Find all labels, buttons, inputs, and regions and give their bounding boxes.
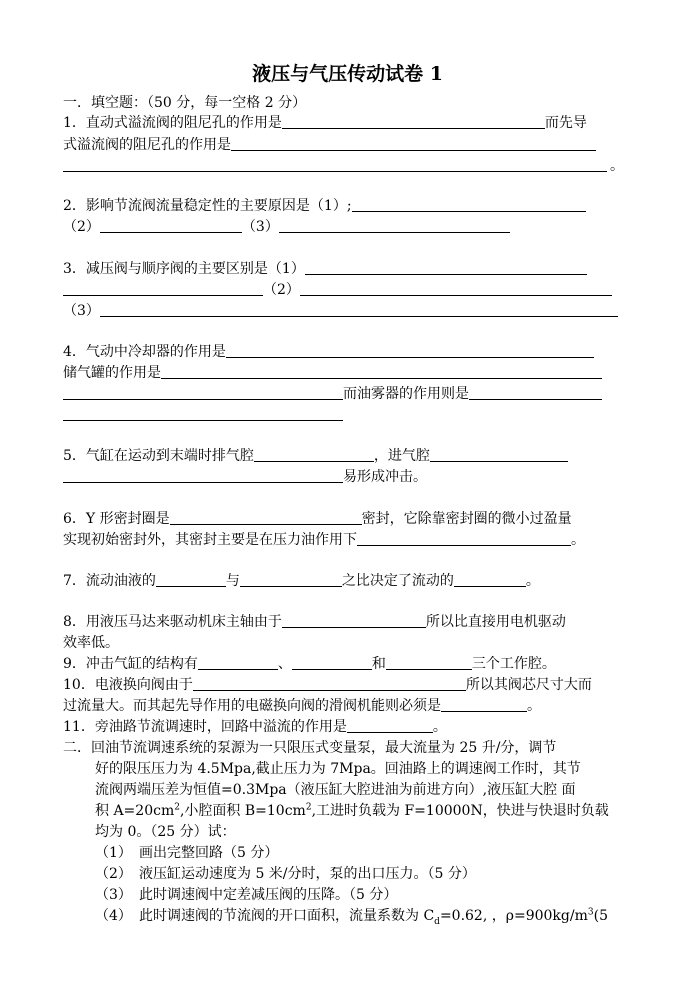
- q9-text-d: 三个工作腔。: [471, 656, 556, 672]
- q9-text-c: 和: [371, 656, 386, 672]
- q4-blank-2[interactable]: [161, 364, 602, 379]
- s2-l4-sup2: 2: [305, 802, 312, 813]
- s2-item-2: [95, 865, 476, 883]
- q7-text-c: 之比决定了流动的: [341, 573, 454, 589]
- s2-l4-sup1: 2: [174, 802, 180, 813]
- q6-line2: [63, 531, 585, 549]
- q1-blank-2[interactable]: [231, 136, 596, 151]
- q5-line2: [63, 468, 427, 486]
- q4-text-b: 储气罐的作用是: [63, 365, 161, 381]
- s2-line1: 二．回油节流调速系统的泵源为一只限压式变量泵，最大流量为 25 升/分，调节: [63, 740, 557, 756]
- s2-item-4-sub: d: [434, 916, 440, 927]
- q3-text-a: 3．减压阀与顺序阀的主要区别是（1）: [63, 261, 305, 277]
- q3-line1: [63, 260, 587, 278]
- q3-line3: [63, 302, 618, 320]
- s2-item-4-end: (5: [593, 908, 608, 924]
- q1-end: 。: [610, 158, 624, 174]
- q8-line2: 效率低。: [63, 635, 119, 651]
- q5-line1: [63, 447, 568, 465]
- q9-blank-2[interactable]: [292, 655, 372, 670]
- q8-text-b: 所以比直接用电机驱动: [425, 614, 566, 630]
- q2-blank-3[interactable]: [279, 218, 510, 233]
- q7-blank-3[interactable]: [454, 572, 526, 587]
- q3-blank-4[interactable]: [100, 302, 618, 317]
- q10-text-a: 10．电液换向阀由于: [63, 677, 193, 693]
- q3-blank-2[interactable]: [63, 281, 263, 296]
- s2-item-3-num: （3）: [95, 887, 132, 903]
- q6-blank-2[interactable]: [357, 531, 571, 546]
- s2-line5: 均为 0。（25 分）试：: [95, 824, 236, 840]
- q5-blank-2[interactable]: [430, 447, 568, 462]
- q3-line2: [63, 281, 612, 299]
- q10-line2: [63, 697, 541, 715]
- q4-line3: [63, 385, 602, 403]
- q8-text-a: 8．用液压马达来驱动机床主轴由于: [63, 614, 282, 630]
- q1-blank-1[interactable]: [282, 114, 545, 129]
- q2-blank-1[interactable]: [352, 197, 586, 212]
- q3-text-c: （3）: [63, 303, 100, 319]
- q6-text-a: 6．Y 形密封圈是: [63, 511, 170, 527]
- q9-line1: [63, 655, 556, 673]
- s2-item-2-num: （2）: [95, 866, 132, 882]
- q4-text-a: 4．气动中冷却器的作用是: [63, 344, 226, 360]
- s2-item-4-rest: =0.62, ，ρ=900kg/m: [439, 908, 588, 924]
- q10-end: 。: [527, 698, 541, 714]
- q3-blank-3[interactable]: [300, 281, 612, 296]
- q10-blank-1[interactable]: [193, 676, 466, 691]
- q4-blank-4[interactable]: [469, 385, 602, 400]
- q5-text-c: 易形成冲击。: [343, 469, 427, 485]
- q3-blank-1[interactable]: [305, 260, 587, 275]
- q6-end: 。: [571, 532, 585, 548]
- s2-item-4-num: （4）: [95, 908, 132, 924]
- q1-text-a: 1．直动式溢流阀的阻尼孔的作用是: [63, 115, 282, 131]
- q7-blank-2[interactable]: [240, 572, 342, 587]
- q9-blank-1[interactable]: [198, 655, 278, 670]
- q2-text-b: （2）: [63, 219, 100, 235]
- q7-blank-1[interactable]: [156, 572, 226, 587]
- q1-blank-3[interactable]: [63, 171, 607, 172]
- q4-blank-1[interactable]: [226, 343, 594, 358]
- q6-blank-1[interactable]: [170, 510, 362, 525]
- q7-text-b: 与: [225, 573, 240, 589]
- q11-end: 。: [432, 719, 447, 735]
- q4-line2: [63, 364, 602, 382]
- s2-line3: 流阀两端压差为恒值=0.3Mpa（液压缸大腔进油为前进方向）,液压缸大腔 面: [95, 782, 576, 798]
- q9-text-b: 、: [277, 656, 292, 672]
- q10-blank-2[interactable]: [441, 697, 527, 712]
- s2-item-4: [95, 907, 608, 925]
- s2-l4b: ,小腔面积 B=10cm: [179, 803, 306, 819]
- s2-item-3-text: 此时调速阀中定差减压阀的压降。（5 分）: [139, 887, 398, 903]
- page-title: 液压与气压传动试卷 1: [252, 63, 443, 85]
- q4-blank-5[interactable]: [63, 420, 343, 421]
- q7-line1: [63, 572, 540, 590]
- s2-item-1-text: 画出完整回路（5 分）: [139, 845, 279, 861]
- q2-text-c: （3）: [241, 219, 279, 235]
- q10-text-b: 所以其阀芯尺寸大而: [465, 677, 592, 693]
- q2-line1: [63, 197, 586, 215]
- q8-line1: [63, 613, 566, 631]
- s2-l4a: 积 A=20cm: [95, 803, 175, 819]
- q5-text-b: ，进气腔: [373, 448, 430, 464]
- q9-text-a: 9．冲击气缸的结构有: [63, 656, 198, 672]
- q4-line1: [63, 343, 594, 361]
- q2-blank-2[interactable]: [100, 218, 242, 233]
- s2-item-4-text: 此时调速阀的节流阀的开口面积，流量系数为 C: [139, 908, 435, 924]
- q8-blank-1[interactable]: [282, 613, 426, 628]
- q6-text-b: 密封，它除靠密封圈的微小过盈量: [361, 511, 572, 527]
- q4-text-c: 而油雾器的作用则是: [343, 386, 469, 402]
- s2-item-2-text: 液压缸运动速度为 5 米/分时，泵的出口压力。（5 分）: [139, 866, 476, 882]
- q1-line2: [63, 136, 596, 154]
- s2-l4c: ,工进时负载为 F=10000N，快进与快退时负载: [311, 803, 609, 819]
- q1-line1: [63, 114, 587, 132]
- q4-blank-3[interactable]: [63, 385, 343, 400]
- s2-item-1: [95, 844, 278, 862]
- q10-text-c: 过流量大。而其起先导作用的电磁换向阀的滑阀机能则必须是: [63, 698, 441, 714]
- q2-text-a: 2．影响节流阀流量稳定性的主要原因是（1）;: [63, 198, 352, 214]
- q6-text-c: 实现初始密封外，其密封主要是在压力油作用下: [63, 532, 357, 548]
- q10-line1: [63, 676, 592, 694]
- q11-text-a: 11．旁油路节流调速时，回路中溢流的作用是: [63, 719, 347, 735]
- q5-text-a: 5．气缸在运动到末端时排气腔: [63, 448, 254, 464]
- s2-line2: 好的限压压力为 4.5Mpa,截止压力为 7Mpa。回油路上的调速阀工作时，其节: [95, 761, 581, 777]
- s2-item-4-sup: 3: [587, 907, 594, 918]
- q2-line2: [63, 218, 510, 236]
- q5-blank-3[interactable]: [63, 468, 343, 483]
- s2-line4: [95, 802, 609, 820]
- q5-blank-1[interactable]: [254, 447, 374, 462]
- q7-text-a: 7．流动油液的: [63, 573, 156, 589]
- section1-heading: 一．填空题：（50 分，每一空格 2 分）: [63, 95, 307, 111]
- q1-text-b: 而先导: [544, 115, 587, 131]
- q6-line1: [63, 510, 572, 528]
- s2-item-1-num: （1）: [95, 845, 132, 861]
- q3-text-b: （2）: [263, 282, 300, 298]
- q11-blank-1[interactable]: [347, 718, 433, 733]
- q11-line1: [63, 718, 447, 736]
- q7-end: 。: [525, 573, 540, 589]
- q1-text-c: 式溢流阀的阻尼孔的作用是: [63, 137, 231, 153]
- s2-item-3: [95, 886, 397, 904]
- q9-blank-3[interactable]: [386, 655, 472, 670]
